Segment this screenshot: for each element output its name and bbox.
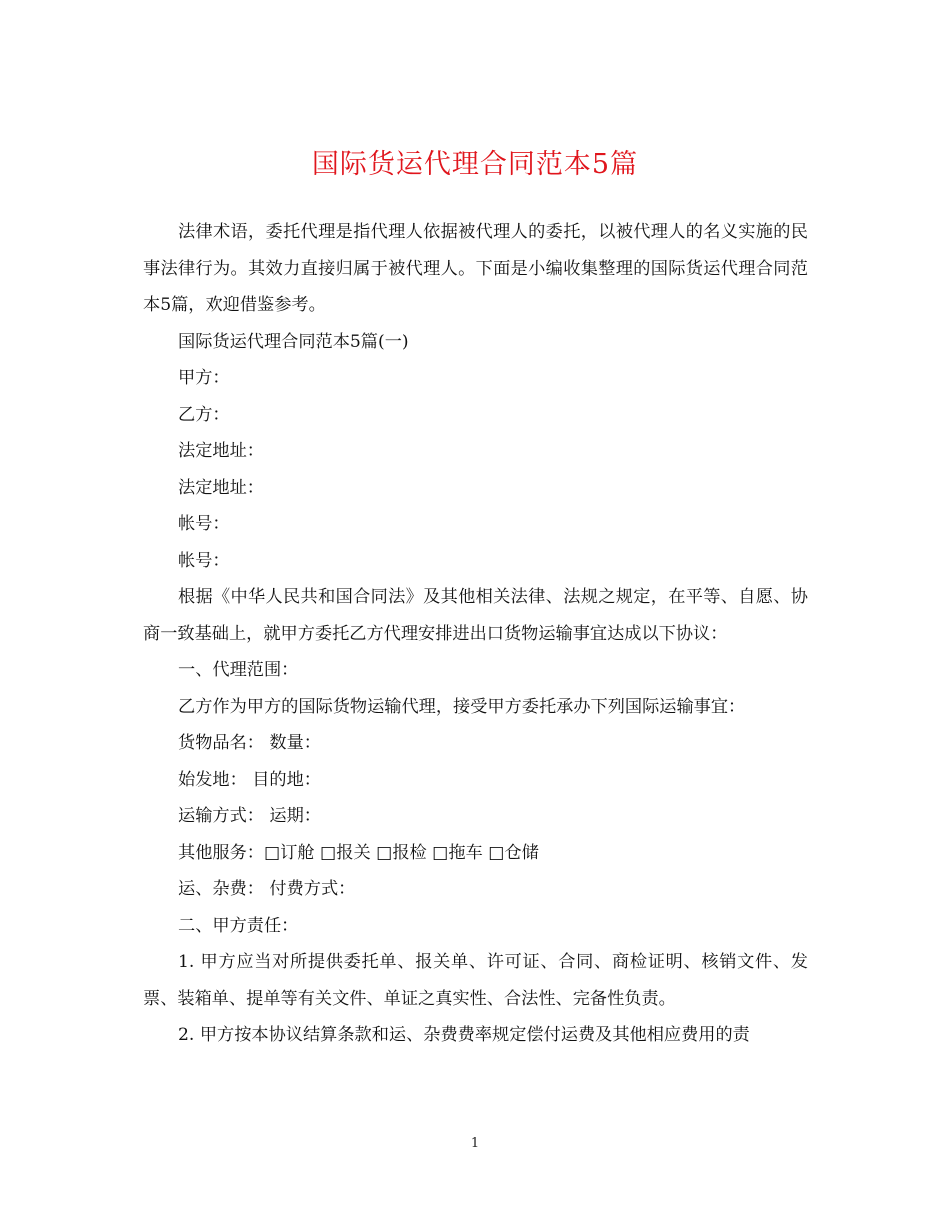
paragraph-account-a: 帐号： (178, 514, 230, 534)
paragraph-section-2-heading: 二、甲方责任： (178, 915, 299, 936)
paragraph-address-a: 法定地址： (178, 441, 264, 461)
paragraph-intro: 法律术语，委托代理是指代理人依据被代理人的委托，以被代理人的名义实施的民事法律行为。其效力直接归属于被代理人。下面是小编收集整理的国际货运代理合同范本5篇，欢迎借鉴参考。 (143, 222, 808, 315)
paragraph-section-1-heading: 一、代理范围： (178, 660, 299, 680)
document-title: 国际货运代理合同范本5篇 (311, 149, 639, 180)
page-number: 1 (470, 1136, 480, 1151)
paragraph-contract-heading: 国际货运代理合同范本5篇(一) (178, 331, 409, 352)
paragraph-other-services: 其他服务：□订舱 □报关 □报检 □拖车 □仓储 (178, 842, 539, 863)
paragraph-clause-2: 2. 甲方按本协议结算条款和运、杂费费率规定偿付运费及其他相应费用的责 (178, 1025, 750, 1045)
paragraph-party-b: 乙方： (178, 404, 230, 425)
paragraph-clause-1: 1. 甲方应当对所提供委托单、报关单、许可证、合同、商检证明、核销文件、发票、装箱单、提单等有关文件、单证之真实性、合法性、完备性负责。 (143, 952, 808, 1009)
paragraph-party-a: 甲方： (178, 368, 230, 388)
paragraph-goods: 货物品名： 数量： (178, 733, 321, 753)
paragraph-origin-destination: 始发地： 目的地： (178, 769, 321, 790)
paragraph-account-b: 帐号： (178, 550, 230, 571)
paragraph-address-b: 法定地址： (178, 477, 264, 498)
paragraph-transport-mode: 运输方式： 运期： (178, 806, 321, 826)
paragraph-preamble: 根据《中华人民共和国合同法》及其他相关法律、法规之规定，在平等、自愿、协商一致基础上，就甲方委托乙方代理安排进出口货物运输事宜达成以下协议： (143, 587, 808, 644)
paragraph-section-1-body: 乙方作为甲方的国际货物运输代理，接受甲方委托承办下列国际运输事宜： (178, 696, 746, 717)
document-body (143, 214, 808, 1054)
paragraph-fees: 运、杂费： 付费方式： (178, 879, 356, 899)
